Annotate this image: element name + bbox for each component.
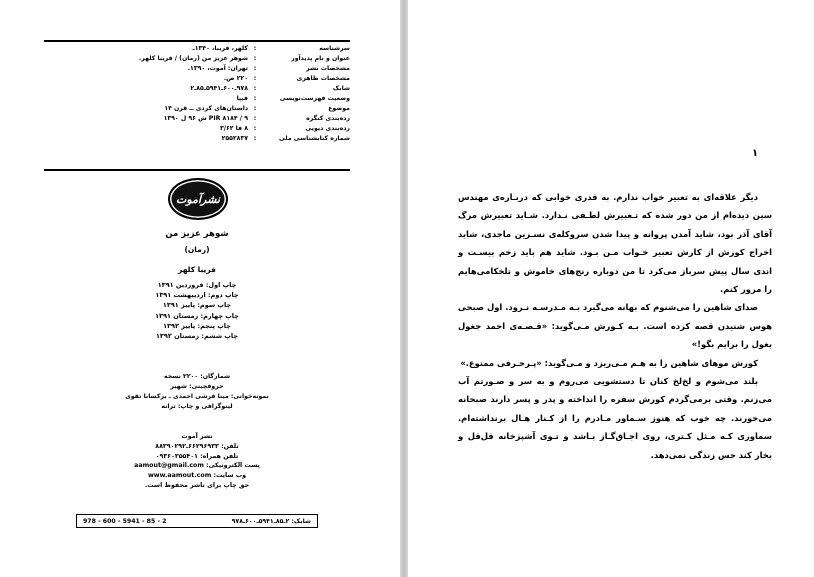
- cip-separator: :: [253, 105, 257, 112]
- cip-label: مشخصات نشر: [306, 65, 350, 72]
- isbn-persian: شابک: ۲ـ۸۵ـ۵۹۴۱ـ۶۰۰ـ۹۷۸: [231, 517, 311, 525]
- cip-bottom-rule: [44, 169, 350, 171]
- print-line: چاپ ششم: زمستان ۱۳۹۲: [155, 332, 239, 341]
- cip-value: کلهر، فریبا، ۱۳۴۰ـ: [192, 45, 248, 52]
- credit-line: نمونه‌خوانی: مینا فرشی احمدی ـ برکسانا تقوی: [125, 393, 269, 400]
- paragraph: بلند می‌شوم و لخ‌لخ کنان تا دستشویی می‌روم و به سر و صـورتم آب می‌زنم. وقتی برمی‌گردم کورش سفره را انداخته و پدر و پسر دارند صبحانه می‌خورند. چه خوب که هنوز سـماور مـادرم را از کـنار هـال برنداشته‌ام. سماوری کـه مـثل کـتری، روی اجـاق‌گـاز بـاشد و تـوی آشپزخانه قل‌قل و بخار کند حس زندگی نمی‌دهد.: [458, 376, 772, 460]
- print-line: چاپ سوم: پاییز ۱۳۹۱: [162, 301, 232, 310]
- cip-row: [44, 124, 350, 134]
- publisher-logo: [168, 178, 228, 220]
- cip-value: داستان‌های کردی ــ قرن ۱۴: [164, 105, 248, 112]
- cip-value: ۲۲۰ ص.: [223, 75, 248, 82]
- publisher-line: پست الکترونیکی: aamout@gmail.com: [134, 462, 260, 470]
- cip-value: ۲۵۵۲۸۳۷: [221, 135, 248, 142]
- cip-value: تهران: آموت، ۱۳۹۰.: [187, 65, 248, 72]
- publisher-line: تلفن: ۶۶۲۹۶۹۳۳ـ۸۸۳۹۰۲۹۲: [155, 442, 239, 450]
- cip-value: فیپا: [236, 95, 248, 102]
- publisher-logo-text: نشرآموت: [176, 192, 220, 206]
- cip-separator: :: [253, 65, 257, 72]
- cip-row: [44, 94, 350, 104]
- book-title: شوهر عزیز من: [165, 229, 229, 239]
- cip-label: وضعیت فهرست‌نویسی: [279, 95, 350, 102]
- cip-block: [44, 44, 350, 144]
- cip-separator: :: [253, 135, 257, 142]
- cip-row: [44, 114, 350, 124]
- cip-label: عنوان و نام پدیدآور: [291, 55, 350, 62]
- cip-row: [44, 64, 350, 74]
- cip-label: شابک: [332, 85, 350, 92]
- cip-separator: :: [253, 85, 257, 92]
- cip-row: [44, 44, 350, 54]
- cip-row: [44, 84, 350, 94]
- book-author: فریبا کلهر: [178, 265, 216, 274]
- cip-separator: :: [253, 125, 257, 132]
- credit-line: لیتوگرافی و چاپ: ترانه: [161, 403, 233, 410]
- cip-label: شماره کتابشناسی ملی: [279, 135, 350, 142]
- cip-separator: :: [253, 55, 257, 62]
- credit-line: شمارگان: ۲۲۰۰ نسخه: [163, 373, 231, 380]
- print-line: چاپ اول: فروردین ۱۳۹۱: [157, 281, 237, 289]
- cip-label: رده‌بندی دیویی: [305, 125, 350, 132]
- cip-value: ۸ فا ۳/۶۲: [219, 125, 248, 132]
- print-line: چاپ پنجم: پاییز ۱۳۹۲: [163, 321, 231, 330]
- cip-label: مشخصات ظاهری: [296, 75, 350, 82]
- paragraph: کورش موهای شاهین را به هـم مـی‌ریزد و مـی‌گوید: «پـرحـرفی ممنوع.»: [460, 357, 758, 368]
- cip-separator: :: [253, 115, 257, 122]
- isbn-box: [76, 514, 318, 528]
- page-gutter: [400, 0, 408, 577]
- cip-label: رده‌بندی کنگره: [306, 115, 350, 122]
- cip-value: شوهر عزیز من (رمان) / فریبا کلهر.: [138, 55, 248, 62]
- publisher-contact: [44, 432, 350, 491]
- cip-value: PIR ۸۱۸۴ / ۹ ش ۹۶ ل ۱۳۹۰: [163, 115, 248, 122]
- cip-row: [44, 74, 350, 84]
- isbn-latin: 978 - 600 - 5941 - 85 - 2: [83, 517, 167, 525]
- cip-top-rule: [44, 40, 350, 42]
- cip-row: [44, 104, 350, 114]
- publisher-line: وب سایت: www.aamout.com: [147, 472, 247, 480]
- credit-line: حروفچینی: شهیر: [170, 383, 224, 390]
- page-number: ۱: [752, 148, 759, 159]
- cip-value: ۹۷۸ـ۶۰۰ـ۵۹۴۱ـ۸۵ـ۲: [190, 85, 248, 92]
- publisher-line: تلفن همراه: ۰۹۳۶۰۳۵۵۴۰۱: [155, 452, 239, 460]
- paragraph: دیگر علاقه‌ای به تعبیر خواب ندارم. به قدری خوابی که دربـاره‌ی مهندس سین دیده‌ام از من دور شده که تـعبیرش لطـفی نـدارد. شـاید تعبیرش مرگ آقای آذر بود، شاید آمدن پروانه و پیدا شدن سروکله‌ی نسـرین ماجدی، شاید اخراج کورش از کارش تعبیر خـواب مـن بـود. شاید هم باید زخم بیسـت و اندی سال پیش سرباز می‌کرد تا من دوباره رنج‌های خاموش و تلخکامی‌هایم را مرور کنم.: [458, 192, 772, 295]
- print-line: چاپ چهارم: زمستان ۱۳۹۱: [155, 311, 239, 320]
- book-subtitle: (رمان): [184, 245, 210, 254]
- cip-separator: :: [253, 45, 257, 52]
- body-text: [458, 188, 772, 464]
- print-line: چاپ دوم: اردیبهشت ۱۳۹۱: [155, 291, 239, 300]
- production-credits: [44, 372, 350, 412]
- cip-label: موضوع: [328, 105, 350, 112]
- cip-row: [44, 134, 350, 144]
- cip-separator: :: [253, 75, 257, 82]
- cip-separator: :: [253, 95, 257, 102]
- publisher-line: نشر آموت: [181, 433, 213, 440]
- cip-label: سرشناسه: [319, 45, 350, 52]
- publisher-line: حق چاپ برای ناشر محفوظ است.: [144, 481, 250, 489]
- print-history: [44, 280, 350, 341]
- cip-row: [44, 54, 350, 64]
- paragraph: صدای شاهین را می‌شنوم که بهانه می‌گیرد بـه مـدرسـه نـرود. اول صبحی هوس شنیدن قصه کرده است. بـه کـورش مـی‌گوید: «قـصـه‌ی احمد جغول بغول را برایم بگو!»: [458, 302, 772, 350]
